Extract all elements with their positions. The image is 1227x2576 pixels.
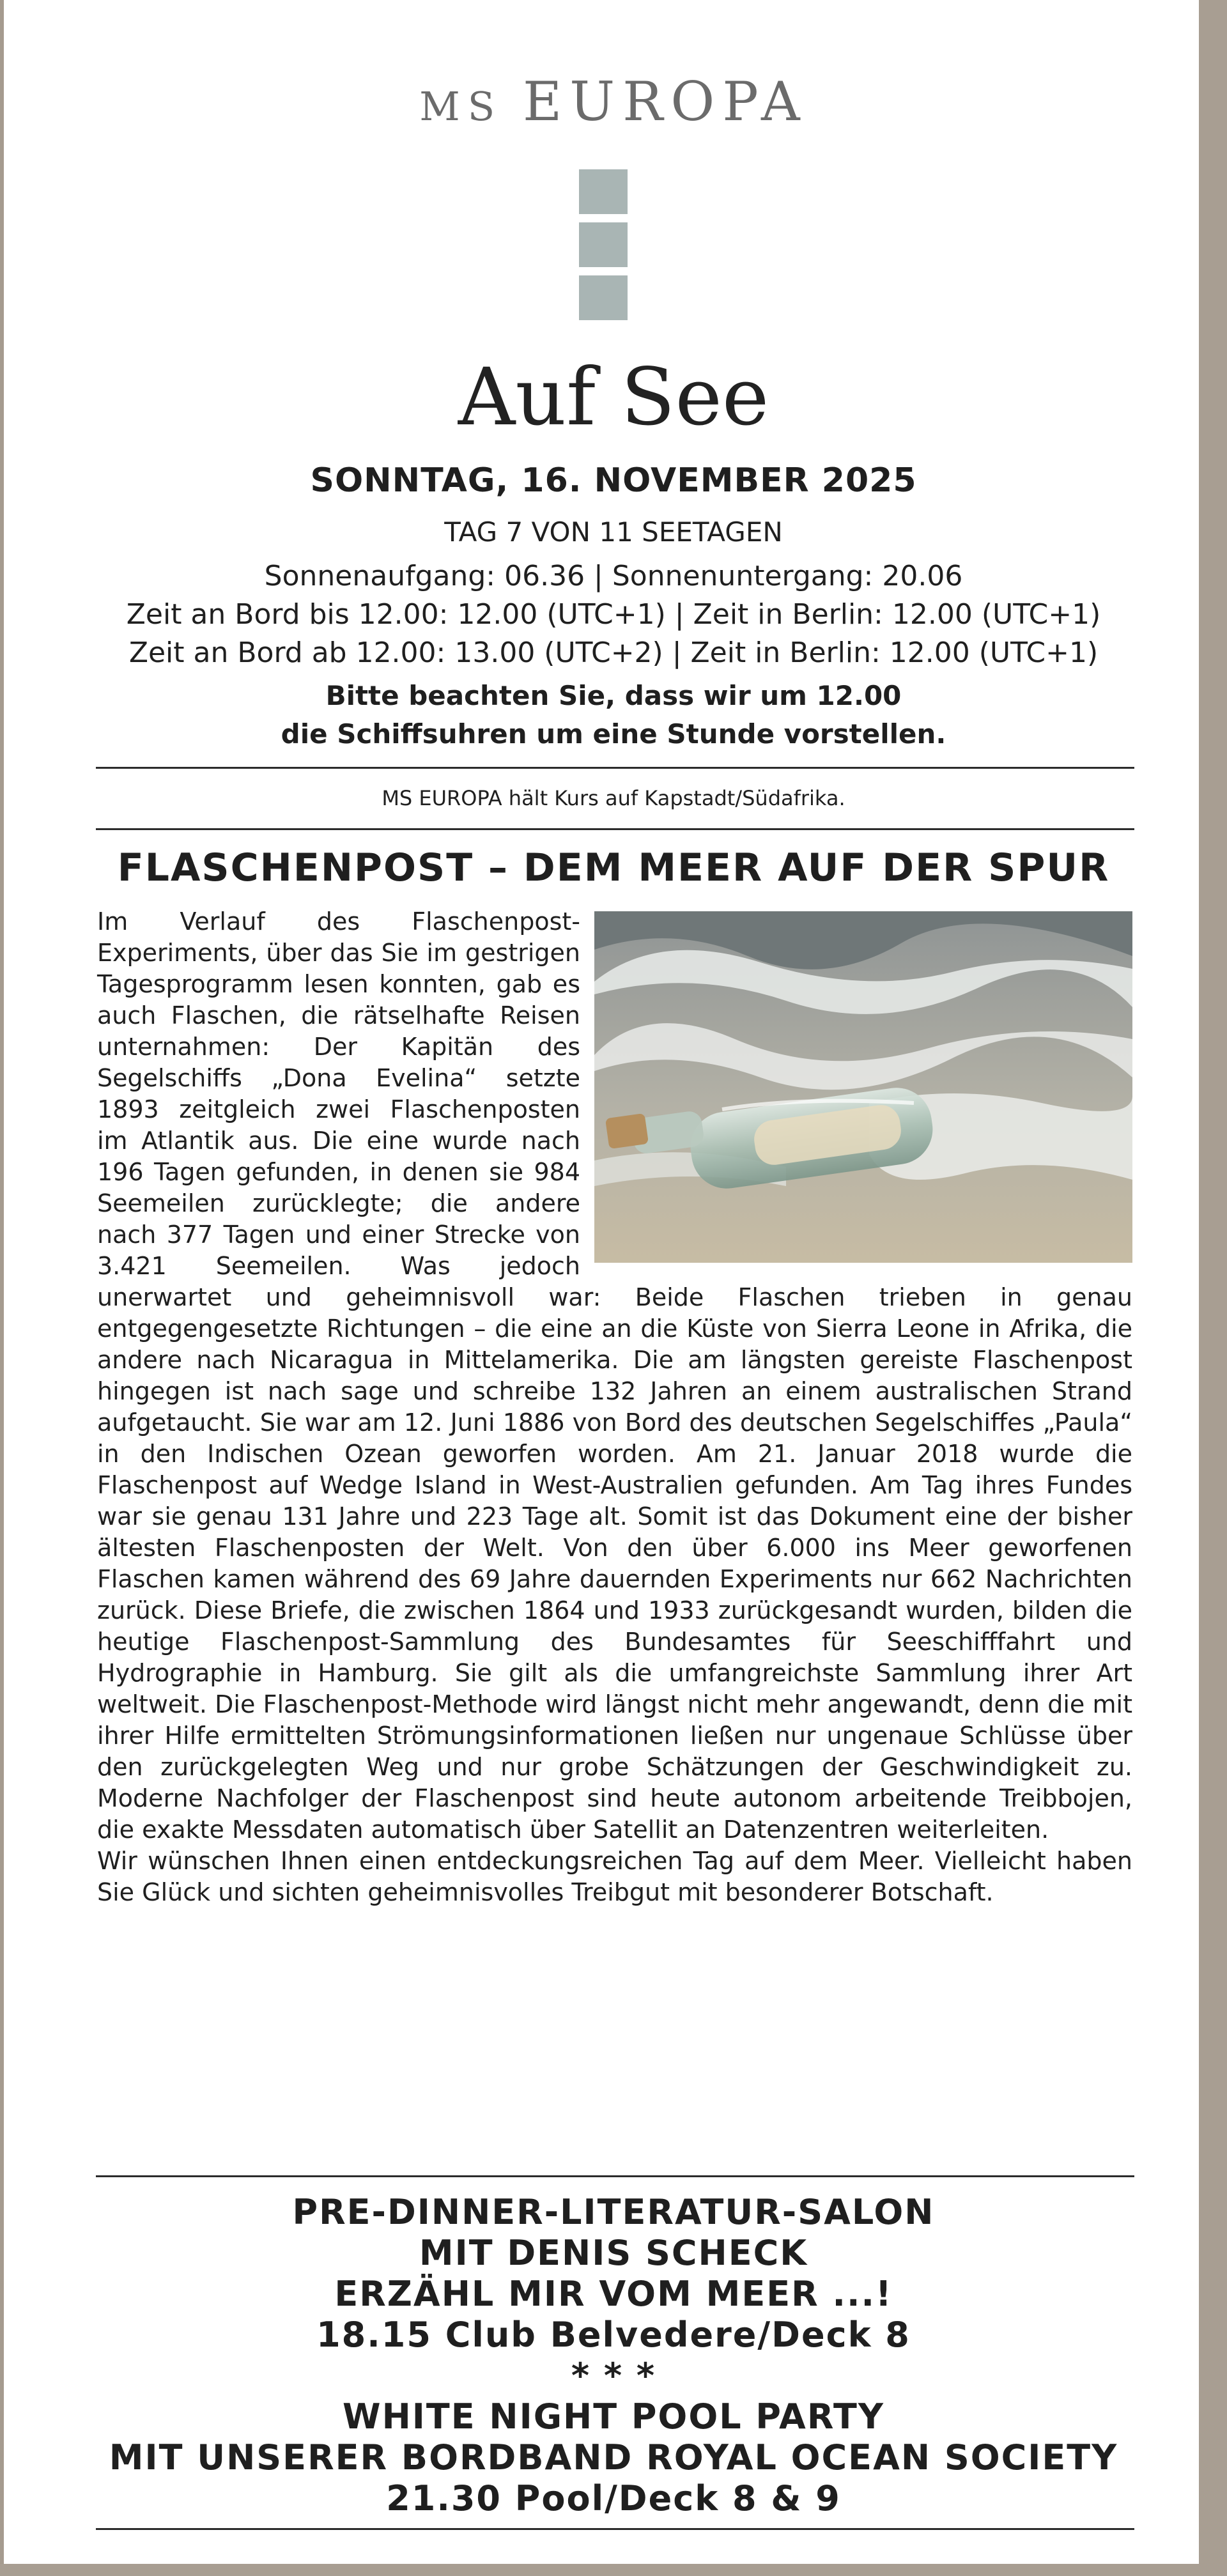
brand-name: EUROPA [522,70,808,133]
logo-block-3 [579,275,628,320]
paper-edge-bottom [0,2564,1227,2576]
ship-time-after-noon: Zeit an Bord ab 12.00: 13.00 (UTC+2) | Zeit in Berlin: 12.00 (UTC+1) [128,636,1099,669]
article-paragraph-2: Wir wünschen Ihnen einen entdeckungsreichen Tag auf dem Meer. Vielleicht haben Sie Glück und sichten geheimnisvolles Treibgut mit besonderer Botschaft. [97,1847,1132,1906]
clock-notice-line-2: die Schiffsuhren um eine Stunde vorstellen. [281,718,946,750]
day-date: SONNTAG, 16. NOVEMBER 2025 [310,461,917,500]
divider [96,2528,1134,2530]
divider [96,2175,1134,2177]
event-1-time-place: 18.15 Club Belvedere/Deck 8 [316,2315,911,2355]
article-headline: FLASCHENPOST – DEM MEER AUF DER SPUR [117,845,1110,890]
article-paragraph-1: Im Verlauf des Flaschenpost-Experiments, über das Sie im gestrigen Tagesprogramm lesen konnten, gab es auch Flaschen, die rätselhafte Reisen unternahmen: Der Kapitän des Segelschiffs „Dona Evelina“ setzte 1893 zeitgleich zwei Flaschenposten im Atlantik aus. Die eine wurde nach 196 Tagen gefunden, in denen sie 984 Seemeilen zurücklegte; die andere nach 377 Tagen und einer Strecke von 3.421 Seemeilen. Was jedoch unerwartet und geheimnisvoll war: Beide Flaschen trieben in genau entgegengesetzte Richtungen – die eine an die Küste von Sierra Leone in Afrika, die andere nach Nicaragua in Mittelamerika. Die am längsten gereiste Flaschenpost hingegen ist nach sage und schreibe 132 Jahren an einem australischen Strand aufgetaucht. Sie war am 12. Juni 1886 von Bord des deutschen Segelschiffes „Paula“ in den Indischen Ozean geworfen worden. Am 21. Januar 2018 wurde die Flaschenpost auf Wedge Island in West-Australien gefunden. Am Tag ihres Fundes war sie genau 131 Jahre und 223 Tage alt. Somit ist das Dokument eine der bisher ältesten Flaschenposten der Welt. Von den über 6.000 ins Meer geworfenen Flaschen kamen während des 69 Jahre dauernden Experiments nur 662 Nachrichten zurück. Diese Briefe, die zwischen 1864 und 1933 zurückgesandt wurden, bilden die heutige Flaschenpost-Sammlung des Bundesamtes für Seeschifffahrt und Hydrographie in Hamburg. Sie gilt als die umfangreichste Sammlung ihrer Art weltweit. Die Flaschenpost-Methode wird längst nicht mehr angewandt, denn die mit ihrer Hilfe ermittelten Strömungsinformationen ließen nur ungenaue Schlüsse über den zurückgelegten Weg und nur grobe Schätzungen der Geschwindigkeit zu. Moderne Nachfolger der Flaschenpost sind heute autonom arbeitende Treibbojen, die exakte Messdaten automatisch über Satellit an Datenzentren weiterleiten. [97,907,1132,1844]
sea-day-count: TAG 7 VON 11 SEETAGEN [444,516,783,548]
logo-block-2 [579,222,628,267]
divider [96,828,1134,830]
ship-time-before-noon: Zeit an Bord bis 12.00: 12.00 (UTC+1) | Zeit in Berlin: 12.00 (UTC+1) [126,598,1101,631]
event-1-subtitle: ERZÄHL MIR VOM MEER ...! [334,2274,893,2314]
brand-prefix: MS [419,83,503,130]
event-1-host: MIT DENIS SCHECK [419,2233,808,2273]
event-2-time-place: 21.30 Pool/Deck 8 & 9 [386,2478,841,2518]
event-separator: * * * [571,2356,656,2396]
message-bottle-photo [594,911,1132,1263]
sun-times: Sonnenaufgang: 06.36 | Sonnenuntergang: 20.06 [264,560,963,592]
event-2-title: WHITE NIGHT POOL PARTY [343,2396,884,2437]
logo-block-1 [579,169,628,214]
clock-notice-line-1: Bitte beachten Sie, dass wir um 12.00 [325,680,902,711]
event-2-band: MIT UNSERER BORDBAND ROYAL OCEAN SOCIETY [109,2437,1118,2478]
article-body [97,906,1132,1908]
course-info: MS EUROPA hält Kurs auf Kapstadt/Südafrika. [382,786,845,810]
message-bottle-image [594,911,1132,1263]
event-1-title: PRE-DINNER-LITERATUR-SALON [292,2192,935,2232]
brand-title [0,70,1227,133]
day-title: Auf See [458,351,769,443]
brand-logo [579,169,628,328]
divider [96,767,1134,769]
